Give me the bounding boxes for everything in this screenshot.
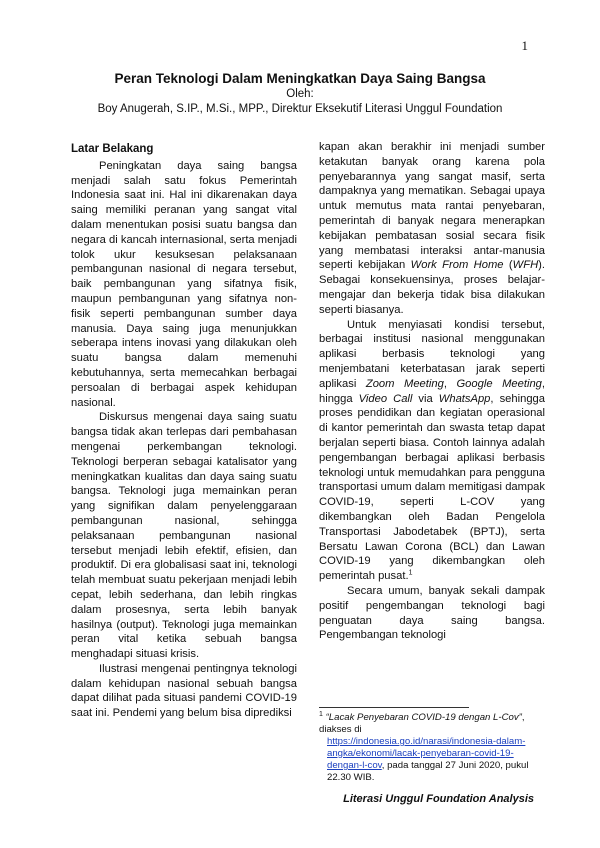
document-header: [60, 70, 540, 117]
section-heading: Latar Belakang: [71, 143, 154, 155]
footnote-number: 1: [319, 710, 323, 718]
whatsapp-term: WhatsApp: [438, 392, 491, 405]
paragraph-3: Ilustrasi mengenai pentingnya teknologi dalam kehidupan nasional sebuah bangsa dapat dilihat pada situasi pandemi COVID-19 saat ini. Pendemi yang belum bisa diprediksi: [71, 662, 297, 720]
footnote-marker[interactable]: 1: [408, 569, 413, 577]
wfh-term: Work From Home: [410, 259, 504, 272]
footnote-divider: [319, 707, 469, 708]
paragraph-continued: kapan akan berakhir ini menjadi sumber ketakutan banyak orang karena pola penyebarannya yang sangat masif, serta dampaknya yang mematikan. Sebagai upaya untuk memutus mata rantai penyebaran, pemerintah di banyak negara menerapkan kebijakan pembatasan sosial secara fisik yang membatasi interaksi antar-manusia seperti kebijakan Work From Home (WFH). Sebagai konsekuensinya, proses belajar-mengajar dan bekerja tidak bisa dilakukan seperti biasanya.: [319, 141, 545, 316]
left-column: [71, 140, 297, 721]
document-title: Peran Teknologi Dalam Meningkatkan Daya Saing Bangsa: [114, 71, 486, 86]
video-call-term: Video Call: [358, 392, 413, 405]
footnote-title: “Lacak Penyebaran COVID-19 dengan L-Cov”: [325, 712, 522, 723]
author-line: Boy Anugerah, S.IP., M.Si., MPP., Direktur Eksekutif Literasi Unggul Foundation: [97, 103, 503, 115]
zoom-term: Zoom Meeting: [365, 377, 444, 390]
footnote: $^1$ “Lacak Penyebaran COVID-19 dengan L-Cov”, diakses di https://indonesia.go.id/narasi/indonesia-dalam-angka/ekonomi/lacak-penyebaran-covid-19-dengan-l-cov, pada tanggal 27 Juni 2020, pukul 22.30 WIB.: [319, 710, 529, 783]
footnote-link[interactable]: https://indonesia.go.id/narasi/indonesia-dalam-angka/ekonomi/lacak-penyebaran-covid-19-dengan-l-cov: [327, 736, 526, 771]
right-column: [319, 140, 545, 643]
paragraph-5: Secara umum, banyak sekali dampak positif pengembangan teknologi bagi penguatan daya saing bangsa. Pengembangan teknologi: [319, 584, 545, 642]
paragraph-2: Diskursus mengenai daya saing suatu bangsa tidak akan terlepas dari pembahasan mengenai perkembangan teknologi. Teknologi berperan sebagai katalisator yang meningkatkan kualitas dan daya saing suatu bangsa. Teknologi juga memainkan peran yang signifikan dalam penyelenggaraan pembangunan nasional, sehingga pelaksanaan pembangunan nasional tersebut menjadi lebih efektif, efisien, dan produktif. Di era globalisasi saat ini, teknologi telah membuat suatu pekerjaan menjadi lebih cepat, lebih sederhana, dan lebih ringkas dalam prosesnya, serta lebih banyak hasilnya (output). Teknologi juga memainkan peran vital ketika sebuah bangsa menghadapi situasi krisis.: [71, 411, 297, 661]
wfh-abbr: WFH: [512, 259, 539, 272]
google-meeting-term: Google Meeting: [456, 377, 542, 390]
paragraph-4: Untuk menyiasati kondisi tersebut, berbagai institusi nasional menggunakan aplikasi berbasis teknologi yang menjembatani keterbatasan jarak seperti aplikasi Zoom Meeting, Google Meeting, hingga Video Call via WhatsApp, sehingga proses pendidikan dan kegiatan operasional di kantor pemerintah dan swasta tetap dapat berjalan seperti biasa. Contoh lainnya adalah pengembangan berbagai aplikasi berbasis teknologi untuk memudahkan para pengguna transportasi umum dalam memitigasi dampak COVID-19, seperti L-COV yang dikembangkan oleh Badan Pengelola Transportasi Jabodetabek (BPTJ), serta Bersatu Lawan Corona (BCL) dan Lawan COVID-19 yang dikembangkan oleh pemerintah pusat.$^1$: [319, 318, 545, 583]
paragraph-1: Peningkatan daya saing bangsa menjadi salah satu fokus Pemerintah Indonesia saat ini. Hal ini dikarenakan daya saing memiliki peranan yang sangat vital dalam menentukan posisi suatu bangsa dan negara di kancah internasional, serta menjadi tolok ukur kesuksesan pelaksanaan pembangunan nasional di negara tersebut, baik pembangunan yang sifatnya fisik, maupun pembangunan yang sifatnya non-fisik seperti pembangunan sumber daya manusia. Daya saing juga menunjukkan seberapa intens inovasi yang dilakukan oleh suatu bangsa dalam memenuhi kebutuhannya, serta memecahkan berbagai persoalan di berbagai aspek kehidupan nasional.: [71, 159, 297, 409]
footer-label: Literasi Unggul Foundation Analysis: [343, 793, 534, 805]
page-number: 1: [521, 38, 528, 53]
by-label: Oleh:: [286, 88, 314, 100]
